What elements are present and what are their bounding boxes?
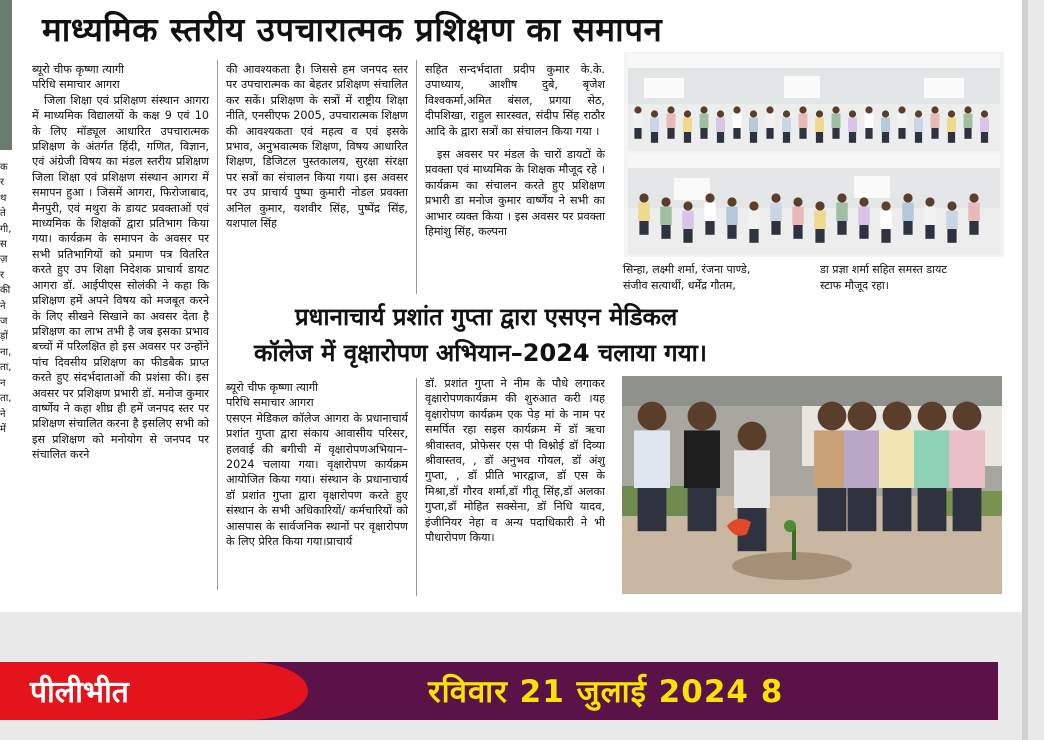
- footer-city: पीलीभीत: [30, 675, 129, 710]
- photo-caption-2: संजीव सत्यार्थी, धर्मेंद्र गौतम,: [623, 279, 736, 292]
- column-separator: [217, 60, 218, 590]
- headline-training-closing: माध्यमिक स्तरीय उपचारात्मक प्रशिक्षण का समापन: [42, 10, 663, 49]
- photo-caption-1: सिन्हा, लक्ष्मी शर्मा, रंजना पाण्डे,: [623, 263, 751, 276]
- edge-fragment: स: [0, 239, 7, 251]
- story2-column-2: [425, 376, 605, 596]
- footer-band: [0, 662, 998, 720]
- column-separator: [416, 378, 417, 596]
- story1-column-1: [32, 62, 209, 590]
- edge-text-fragments: [0, 160, 12, 437]
- edge-fragment: ना,: [0, 346, 12, 358]
- edge-fragment: की: [0, 285, 11, 297]
- story1-column-3: [425, 62, 605, 294]
- story1-text-col1: जिला शिक्षा एवं प्रशिक्षण संस्थान आगरा में माध्यमिक विद्यालयों के कक्ष 9 एवं 10 के लिए मॉड्यूल आधारित उपचारात्मक प्रशिक्षण के अंतर्गत हिंदी, गणित, विज्ञान, एवं अंग्रेजी विषय का मंडल स्तरीय प्रशिक्षण जिला शिक्षा एवं प्रशिक्षण संस्थान आगरा में समापन हुआ । जिसमें आगरा, फिरोजाबाद, मैनपुरी, एवं मथुरा के डायट प्रवक्ताओं एवं माध्यमिक के शिक्षकों द्वारा प्रतिभाग किया गया। कार्यक्रम के समापन के अवसर पर सभी प्रतिभागियों को प्रमाण पत्र वितरित करते हुए उप शिक्षा निदेशक प्राचार्य डायट आगरा डॉ. आईपीएस सोलंकी ने कहा कि प्रशिक्षण हमें अपने विषय को मजबूत करने के लिए सीखने सिखाने का अवसर देता है प्रशिक्षण का लाभ तभी है जब इसका प्रभाव बच्चों में परिलक्षित हो इस अवसर पर उन्होंने पांच दिवसीय प्रशिक्षण का फीडबैक प्राप्त करते हुए संदर्भदाताओं की प्रशंसा की। इस अवसर पर प्रशिक्षण प्रभारी डॉ. मनोज कुमार वार्ष्णेय ने कहा शीघ्र ही हमें जनपद स्तर पर प्रशिक्षण संचालित करना है इसलिए सभी को इस प्रशिक्षण को मनोयोग से जनपद पर संचालित करने: [32, 93, 209, 462]
- edge-fragment: ने: [0, 408, 6, 420]
- edge-fragment: न: [0, 377, 6, 389]
- edge-photo-strip: [0, 0, 12, 150]
- edge-fragment: ज: [0, 316, 8, 328]
- edge-fragment: में: [0, 423, 6, 435]
- edge-fragment: थ: [0, 192, 7, 204]
- story2-text-col1: एसएन मेडिकल कॉलेज आगरा के प्रधानाचार्य प्रशांत गुप्ता द्वारा संकाय आवासीय परिसर, हलवाई की बगीची में वृक्षारोपणअभियान–2024 चलाया गया। वृक्षारोपण कार्यक्रम आयोजित किया गया। संस्थान के प्रधानाचार्य डॉ प्रशांत गुप्ता द्वारा वृक्षारोपण करते हुए संस्थान के सभी अधिकारियों/ कर्मचारियों को आसपास के सार्वजनिक स्थानों पर वृक्षारोपण के लिए प्रेरित किया गया।प्राचार्य: [226, 411, 408, 549]
- story2-text-col2: डॉ. प्रशांत गुप्ता ने नीम के पौधे लगाकर वृक्षारोपणकार्यक्रम की शुरुआत करी ।यह वृक्षारोपण कार्यक्रम एक पेड़ मां के नाम पर समर्पित रहा सइस कार्यक्रम में डॉ ऋचा श्रीवास्तव, प्रोफेसर एस पी विश्नोई डॉ दिव्या श्रीवास्तव, , डॉ अनुभव गोयल, डॉ अंशु गुप्ता, , डॉ प्रीति भारद्वाज, डॉ एस के मिश्रा,डॉ गौरव शर्मा,डॉ गीतू सिंह,डॉ अलका गुप्ता,डॉ मोहित सक्सेना, डॉ निधि यादव, इंजीनियर नेहा व अन्य पदाधिकारी ने भी पौधारोपण किया।: [425, 377, 605, 545]
- column-separator: [416, 60, 417, 294]
- training-group-photo: [624, 52, 1004, 257]
- edge-fragment: ज़: [0, 254, 8, 266]
- headline-plantation-line1: प्रधानाचार्य प्रशांत गुप्ता द्वारा एसएन मेडिकल: [295, 303, 678, 331]
- edge-fragment: र: [0, 177, 5, 189]
- photo-caption-3: डा प्रज्ञा शर्मा सहित समस्त डायट: [820, 263, 947, 276]
- story1-text-col3b: इस अवसर पर मंडल के चारों डायटों के प्रवक्ता एवं माध्यमिक के शिक्षक मौजूद रहे । कार्यक्रम का संचालन करते हुए प्रशिक्षण प्रभारी डा मनोज कुमार वार्ष्णेय ने सभी का आभार व्यक्त किया । इस अवसर पर प्रवक्ता हिमांशु सिंह, कल्पना: [425, 148, 605, 239]
- headline-plantation-line2: कॉलेज में वृक्षारोपण अभियान–2024 चलाया गया।: [254, 339, 707, 367]
- story2-byline: ब्यूरो चीफ कृष्णा त्यागी: [226, 381, 319, 394]
- left-edge-fragment: [0, 0, 12, 612]
- story1-byline: ब्यूरो चीफ कृष्णा त्यागी: [32, 63, 125, 76]
- edge-fragment: र: [0, 269, 5, 281]
- story1-text-col2: की आवश्यकता है। जिससे हम जनपद स्तर पर उपचारात्मक का बेहतर प्रशिक्षण संचालित कर सकें। प्रशिक्षण के सत्रों में राष्ट्रीय शिक्षा नीति, एनसीएफ 2005, उपचारात्मक शिक्षण की आवश्यकता एवं महत्व व एवं इसके प्रभाव, अनुभवात्मक शिक्षण, विषय आधारित शिक्षण, डिजिटल पुस्तकालय, सुरक्षा संरक्षा पर सत्रों का संचालन किया गया। इस अवसर पर उप प्राचार्य पुष्पा कुमारी नोडल प्रवक्ता अनिल कुमार, यशवीर सिंह, पुष्पेंद्र सिंह, यशपाल सिंह: [226, 63, 408, 231]
- edge-fragment: गी,: [0, 223, 12, 235]
- edge-fragment: क: [0, 162, 8, 173]
- page-edge-shadow: [1022, 0, 1028, 740]
- edge-fragment: ता,: [0, 393, 12, 405]
- footer-date-page: रविवार 21 जुलाई 2024 8: [428, 674, 784, 710]
- story1-column-2: [226, 62, 408, 294]
- edge-fragment: ड़ों: [0, 331, 8, 343]
- photo-caption-4: स्टाफ मौजूद रहा।: [820, 279, 889, 292]
- story2-byline-place: परिधि समाचार आगरा: [226, 396, 314, 410]
- edge-fragment: ते: [0, 208, 6, 220]
- story1-byline-place: परिधि समाचार आगरा: [32, 78, 120, 92]
- tree-plantation-photo: [622, 376, 1002, 594]
- edge-fragment: ने: [0, 300, 6, 312]
- story1-text-col3a: सहित सन्दर्भदाता प्रदीप कुमार के.के. उपाध्याय, आशीष दुबे, बृजेश विश्वकर्मा,अमित बंसल, प्रगया सेठ, दीपशिखा, राहुल सारस्वत, संदीप सिंह राठौर आदि के द्वारा सत्रों का संचालन किया गया ।: [425, 63, 605, 138]
- story2-column-1: [226, 380, 408, 596]
- edge-fragment: ता,: [0, 362, 12, 374]
